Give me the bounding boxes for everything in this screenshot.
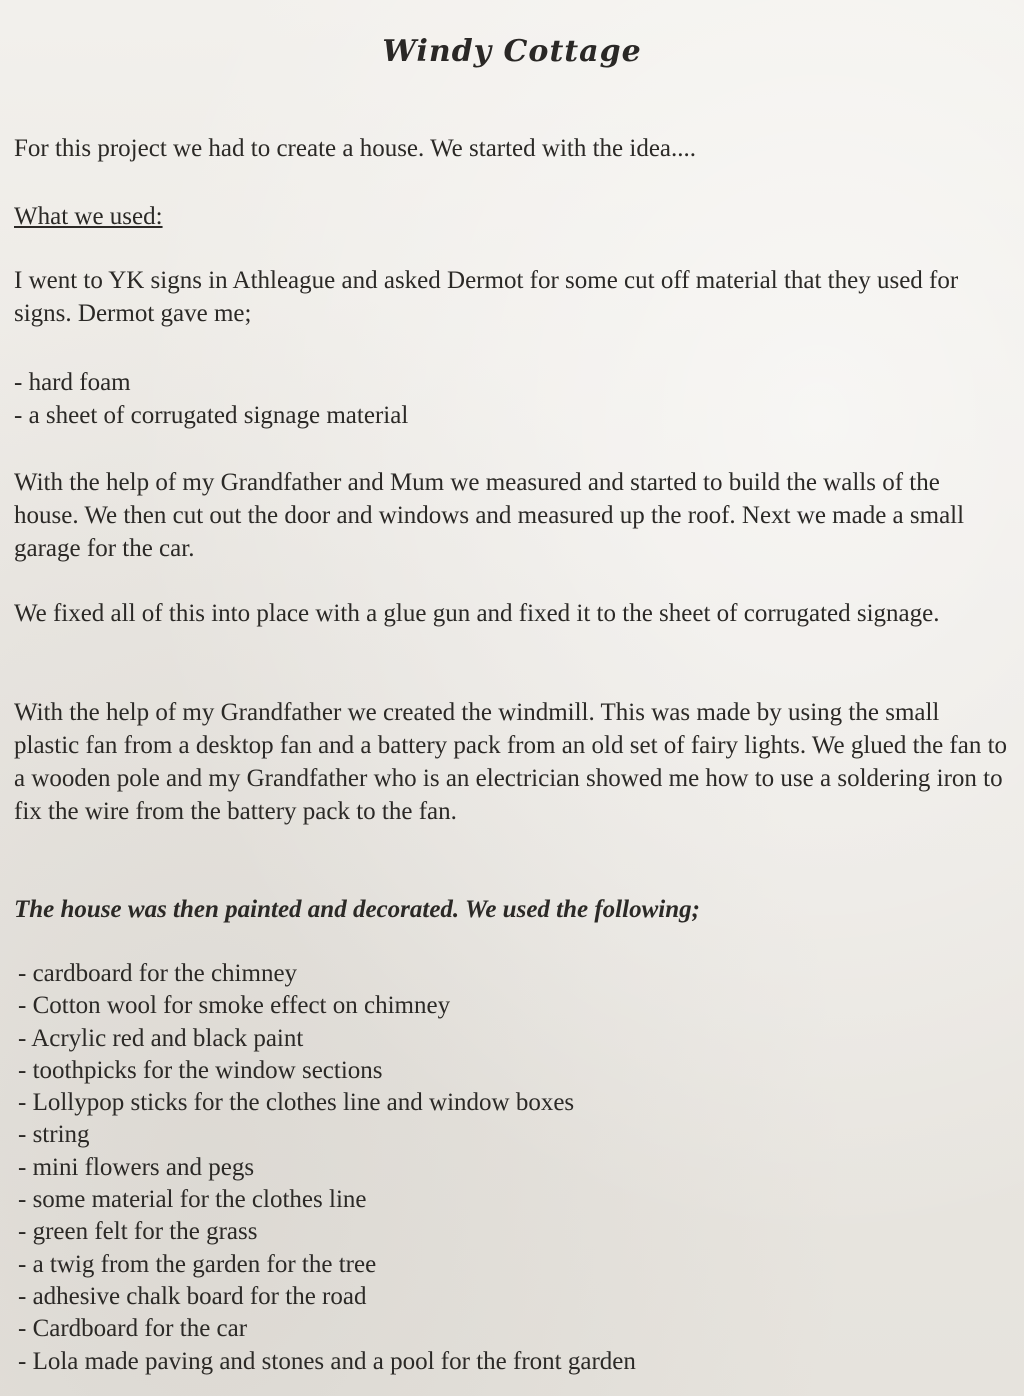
list-item: - a sheet of corrugated signage material — [14, 402, 409, 429]
list-item: - adhesive chalk board for the road — [18, 1282, 367, 1310]
paragraph-walls: With the help of my Grandfather and Mum we measured and started to build the walls of the house. We then cut out the door and windows and measured up the roof. Next we made a small garage for the car. — [14, 469, 965, 562]
list-item: - Lollypop sticks for the clothes line and window boxes — [18, 1089, 575, 1117]
list-item: - mini flowers and pegs — [18, 1153, 255, 1181]
list-item: - a twig from the garden for the tree — [18, 1250, 377, 1278]
list-item: - hard foam — [14, 369, 131, 396]
list-item: - toothpicks for the window sections — [18, 1056, 383, 1084]
materials-list — [14, 366, 408, 432]
list-item: - green felt for the grass — [18, 1218, 258, 1246]
list-item: - Lola made paving and stones and a pool for the front garden — [18, 1347, 636, 1375]
list-item: - Cardboard for the car — [18, 1315, 248, 1343]
list-item: - Acrylic red and black paint — [18, 1024, 304, 1052]
decor-list — [18, 958, 636, 1378]
list-item: - some material for the clothes line — [18, 1186, 367, 1214]
paragraph-glue: We fixed all of this into place with a glue gun and fixed it to the sheet of corrugated signage. — [14, 600, 940, 627]
used-heading: What we used: — [14, 203, 163, 230]
list-item: - Cotton wool for smoke effect on chimney — [18, 992, 451, 1020]
page-title: Windy Cottage — [382, 34, 642, 69]
decor-heading: The house was then painted and decorated. We used the following; — [14, 896, 700, 923]
intro-paragraph: For this project we had to create a house. We started with the idea.... — [14, 135, 697, 162]
paragraph-windmill: With the help of my Grandfather we created the windmill. This was made by using the small plastic fan from a desktop fan and a battery pack from an old set of fairy lights. We glued the fan to a wooden pole and my Grandfather who is an electrician showed me how to use a soldering iron to fix the wire from the battery pack to the fan. — [14, 699, 1008, 825]
paragraph-signs: I went to YK signs in Athleague and asked Dermot for some cut off material that they used for signs. Dermot gave me; — [14, 267, 959, 327]
list-item: - string — [18, 1121, 90, 1149]
list-item: - cardboard for the chimney — [18, 960, 298, 987]
